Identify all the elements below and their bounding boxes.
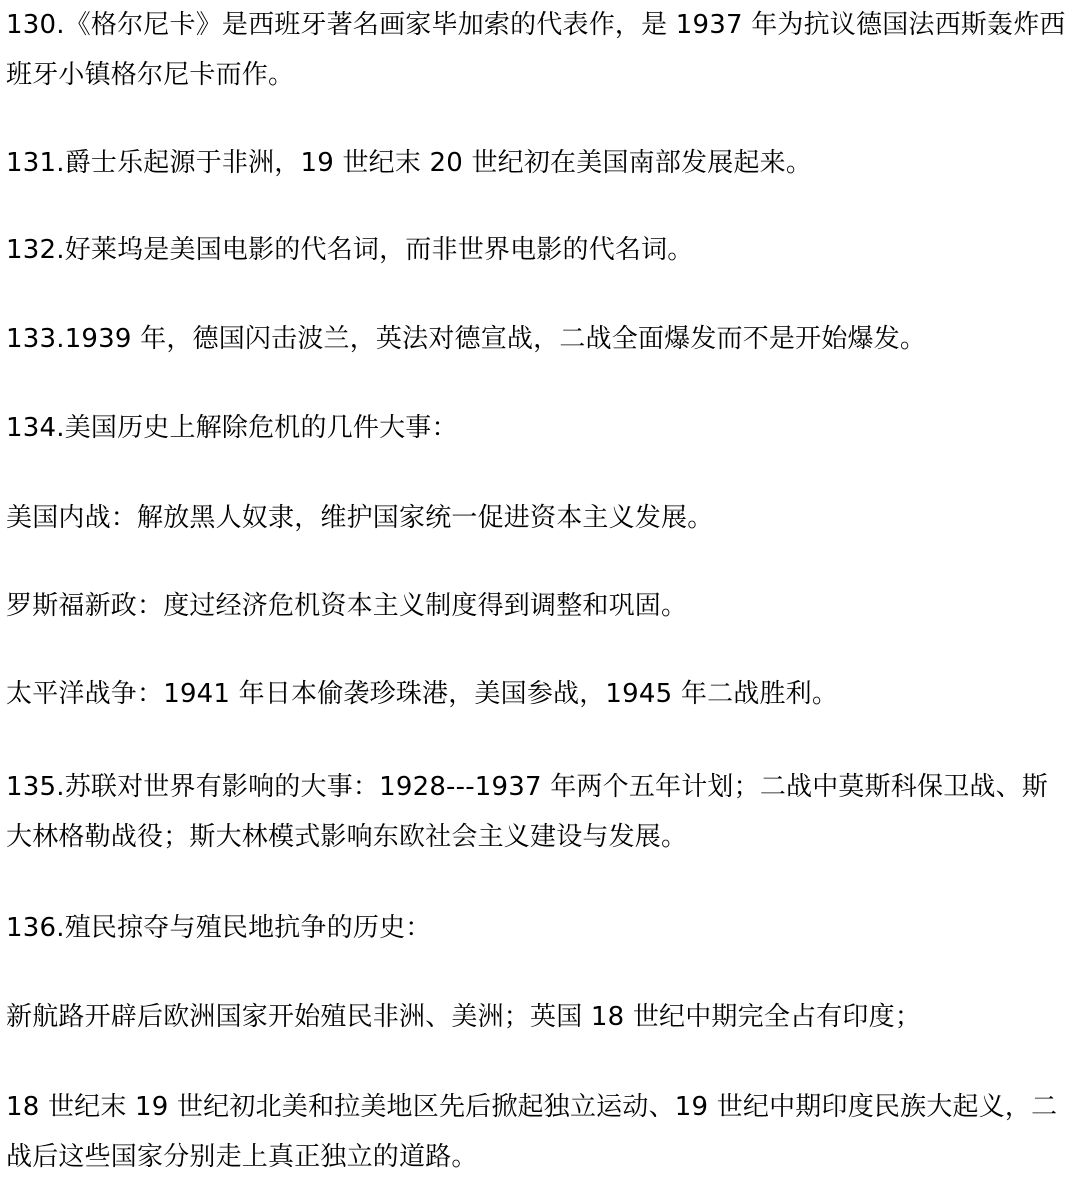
paragraph-131: 131.爵士乐起源于非洲，19 世纪末 20 世纪初在美国南部发展起来。 (6, 148, 813, 178)
paragraph-133: 133.1939 年，德国闪击波兰，英法对德宣战，二战全面爆发而不是开始爆发。 (6, 324, 927, 354)
paragraph-independence: 18 世纪末 19 世纪初北美和拉美地区先后掀起独立运动、19 世纪中期印度民族大起义，二战后这些国家分别走上真正独立的道路。 (6, 1092, 1058, 1172)
paragraph-136: 136.殖民掠夺与殖民地抗争的历史： (6, 913, 432, 943)
paragraph-pacific-war: 太平洋战争：1941 年日本偷袭珍珠港，美国参战，1945 年二战胜利。 (6, 679, 839, 709)
paragraph-new-deal: 罗斯福新政：度过经济危机资本主义制度得到调整和巩固。 (6, 591, 688, 621)
paragraph-colonization: 新航路开辟后欧洲国家开始殖民非洲、美洲；英国 18 世纪中期完全占有印度； (6, 1002, 922, 1032)
paragraph-135: 135.苏联对世界有影响的大事：1928---1937 年两个五年计划；二战中莫斯科保卫战、斯大林格勒战役；斯大林模式影响东欧社会主义建设与发展。 (6, 772, 1049, 852)
paragraph-civil-war: 美国内战：解放黑人奴隶，维护国家统一促进资本主义发展。 (6, 503, 714, 533)
paragraph-132: 132.好莱坞是美国电影的代名词，而非世界电影的代名词。 (6, 235, 694, 265)
paragraph-134: 134.美国历史上解除危机的几件大事： (6, 413, 458, 443)
paragraph-130: 130.《格尔尼卡》是西班牙著名画家毕加索的代表作，是 1937 年为抗议德国法西斯轰炸西班牙小镇格尔尼卡而作。 (6, 10, 1066, 90)
